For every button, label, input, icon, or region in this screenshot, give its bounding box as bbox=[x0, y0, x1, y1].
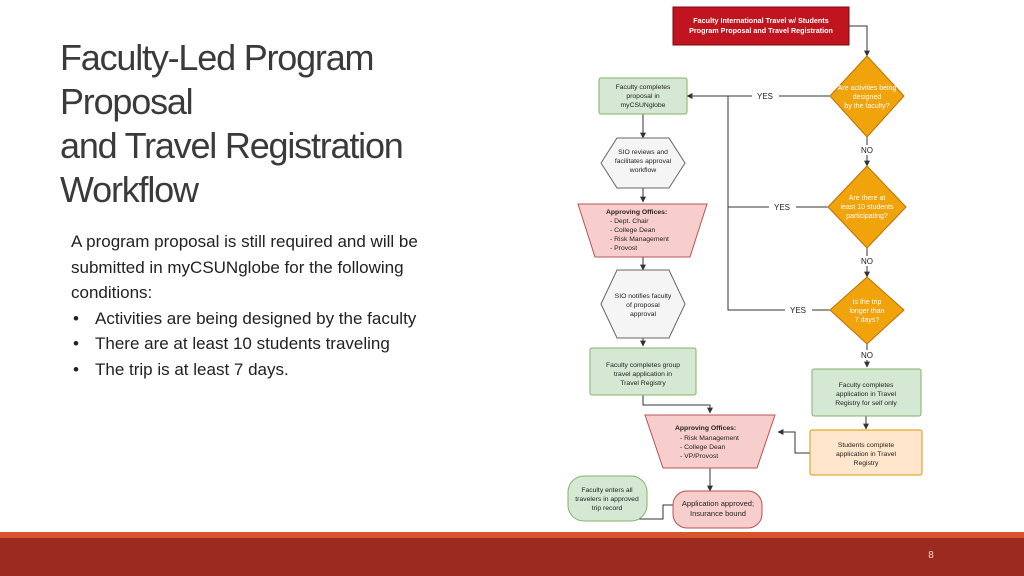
condition-item: • The trip is at least 7 days. bbox=[71, 357, 491, 383]
box-line: myCSUNglobe bbox=[620, 102, 666, 109]
start-box bbox=[673, 7, 849, 45]
approver-item: - Risk Management bbox=[680, 435, 739, 442]
approver-item: - Provost bbox=[610, 245, 638, 252]
box-line: Students complete bbox=[837, 442, 895, 449]
approver-item: - VP/Provost bbox=[680, 453, 719, 460]
start-line: Faculty International Travel w/ Students bbox=[693, 16, 829, 25]
no-label: NO bbox=[861, 146, 873, 155]
yes-label: YES bbox=[756, 92, 774, 101]
approving-offices-travel bbox=[645, 415, 775, 468]
decision-line: 7 days? bbox=[854, 317, 880, 324]
footer-bar bbox=[0, 538, 1024, 576]
decision-ten-students bbox=[828, 166, 906, 248]
box-line: travel application in bbox=[613, 371, 673, 378]
box-line: SIO notifies faculty bbox=[614, 293, 672, 300]
decision-line: Are activities being bbox=[837, 85, 897, 92]
intro-line: A program proposal is still required and will be bbox=[71, 232, 418, 251]
group-application-box bbox=[590, 348, 696, 395]
box-line: Faculty completes bbox=[615, 84, 671, 91]
approving-title: Approving Offices: bbox=[606, 209, 668, 216]
approver-item: - College Dean bbox=[610, 227, 656, 234]
no-label: NO bbox=[861, 351, 873, 360]
yes-label: YES bbox=[773, 203, 791, 212]
decision-line: by the faculty? bbox=[844, 103, 890, 110]
students-application-box bbox=[810, 430, 922, 475]
self-application-box bbox=[812, 369, 921, 416]
condition-item: • Activities are being designed by the faculty bbox=[71, 306, 491, 332]
box-line: of proposal bbox=[626, 302, 660, 309]
box-line: proposal in bbox=[626, 93, 660, 100]
approving-offices-proposal bbox=[578, 204, 707, 257]
decision-line: designed bbox=[852, 94, 882, 101]
box-line: Application approved; bbox=[681, 499, 755, 508]
decision-line: longer than bbox=[849, 308, 885, 315]
approver-item: - Dept. Chair bbox=[610, 218, 649, 225]
box-line: SIO reviews and bbox=[618, 149, 668, 156]
decision-line: participating? bbox=[846, 213, 888, 220]
approver-item: - College Dean bbox=[680, 444, 726, 451]
box-line: Registry for self only bbox=[835, 400, 897, 407]
decision-line: Are there at bbox=[848, 195, 886, 202]
title-line: Workflow bbox=[60, 169, 198, 210]
box-line: facilitates approval bbox=[614, 158, 672, 165]
box-line: Travel Registry bbox=[620, 380, 666, 387]
page-number: 8 bbox=[928, 550, 934, 561]
box-line: Faculty completes bbox=[838, 382, 894, 389]
box-line: application in Travel bbox=[835, 391, 897, 398]
condition-item: • There are at least 10 students traveling bbox=[71, 331, 491, 357]
yes-label: YES bbox=[789, 306, 807, 315]
box-line: approval bbox=[629, 311, 657, 318]
faculty-enters-travelers-box bbox=[568, 476, 647, 521]
intro-line: conditions: bbox=[71, 283, 153, 302]
decision-trip-length bbox=[830, 277, 904, 344]
decision-line: least 10 students bbox=[840, 204, 894, 211]
decision-line: Is the trip bbox=[852, 299, 882, 306]
title-line: and Travel Registration bbox=[60, 125, 403, 166]
start-line: Program Proposal and Travel Registration bbox=[689, 26, 833, 35]
approver-item: - Risk Management bbox=[610, 236, 669, 243]
sio-reviews-hexagon bbox=[601, 138, 685, 188]
box-line: application in Travel bbox=[835, 451, 897, 458]
decision-activities-designed bbox=[830, 56, 904, 137]
approving-title: Approving Offices: bbox=[675, 425, 737, 432]
box-line: Faculty enters all bbox=[581, 487, 633, 494]
application-approved-box bbox=[673, 491, 762, 528]
box-line: workflow bbox=[629, 167, 657, 174]
box-line: travelers in approved bbox=[575, 496, 639, 503]
box-line: Faculty completes group bbox=[605, 362, 681, 369]
box-line: Registry bbox=[853, 460, 879, 467]
sio-notifies-hexagon bbox=[601, 270, 685, 338]
no-label: NO bbox=[861, 257, 873, 266]
intro-line: submitted in myCSUNglobe for the following bbox=[71, 257, 404, 277]
box-line: trip record bbox=[591, 505, 623, 512]
box-line: Insurance bound bbox=[690, 509, 746, 518]
faculty-proposal-box bbox=[599, 78, 687, 114]
title-line: Faculty-Led Program bbox=[60, 37, 374, 78]
title-line: Proposal bbox=[60, 81, 193, 122]
